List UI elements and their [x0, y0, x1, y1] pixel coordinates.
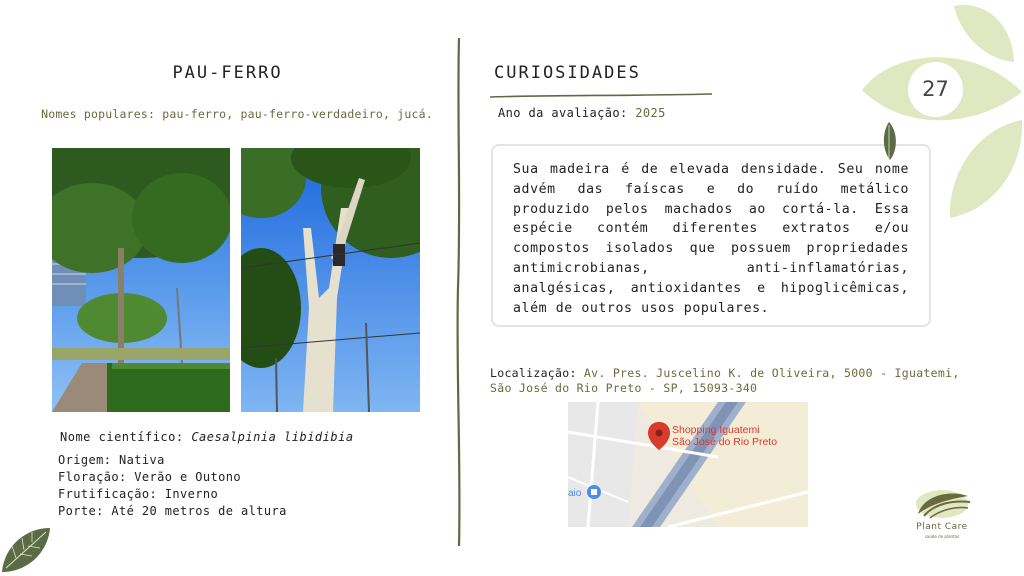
- leaf-icon: [950, 120, 1022, 218]
- map-place-line1: Shopping Iguatemi: [672, 424, 760, 436]
- scientific-name-label: Nome científico:: [60, 430, 184, 444]
- brand-logo: [900, 488, 984, 544]
- year-value: 2025: [635, 106, 666, 120]
- year-label: Ano da avaliação:: [498, 106, 628, 120]
- leaf-icon: [954, 5, 1014, 62]
- tree-photo-1: [52, 148, 230, 412]
- logo-leaf-icon: [900, 488, 984, 520]
- brand-name: Plant Care: [916, 522, 968, 532]
- tree-photo-2: [241, 148, 420, 412]
- leaf-corner-icon: [0, 524, 52, 576]
- map-partial-label: aio: [568, 488, 582, 499]
- facts-list: [58, 452, 287, 520]
- fact-size: Porte: Até 20 metros de altura: [58, 504, 287, 518]
- location: [490, 366, 980, 396]
- column-divider: [455, 38, 463, 546]
- title-underline: [490, 84, 712, 90]
- location-label: Localização:: [490, 366, 577, 380]
- scientific-name: Caesalpinia libidibia: [191, 430, 354, 444]
- popular-names: Nomes populares: pau-ferro, pau-ferro-verdadeiro, jucá.: [41, 107, 433, 121]
- evaluation-year: [498, 106, 666, 120]
- fact-flowering: Floração: Verão e Outono: [58, 470, 241, 484]
- scientific-name-line: [60, 430, 354, 444]
- brand-tagline: saúde de plantas: [924, 534, 960, 539]
- small-leaf-icon: [884, 122, 896, 160]
- location-value: Av. Pres. Juscelino K. de Oliveira, 5000 - Iguatemi, São José do Rio Preto - SP, 15093-340: [490, 366, 960, 395]
- section-title: CURIOSIDADES: [494, 63, 641, 83]
- page-number: 27: [908, 62, 963, 117]
- map-place-line2: São José do Rio Preto: [672, 436, 778, 448]
- location-map[interactable]: [568, 402, 808, 527]
- curiosities-text: Sua madeira é de elevada densidade. Seu nome advém das faíscas e do ruído metálico produzido pelos machados ao cortá-la. Essa espécie contém diferentes extratos e/ou compostos isolados que possuem propriedades antimicrobianas, anti-inflamatórias, analgésicas, antioxidantes e hipoglicêmicas, além de outros usos populares.: [513, 162, 909, 316]
- fact-fruiting: Frutificação: Inverno: [58, 487, 219, 501]
- fact-origin: Origem: Nativa: [58, 453, 165, 467]
- page-title: PAU-FERRO: [172, 63, 283, 83]
